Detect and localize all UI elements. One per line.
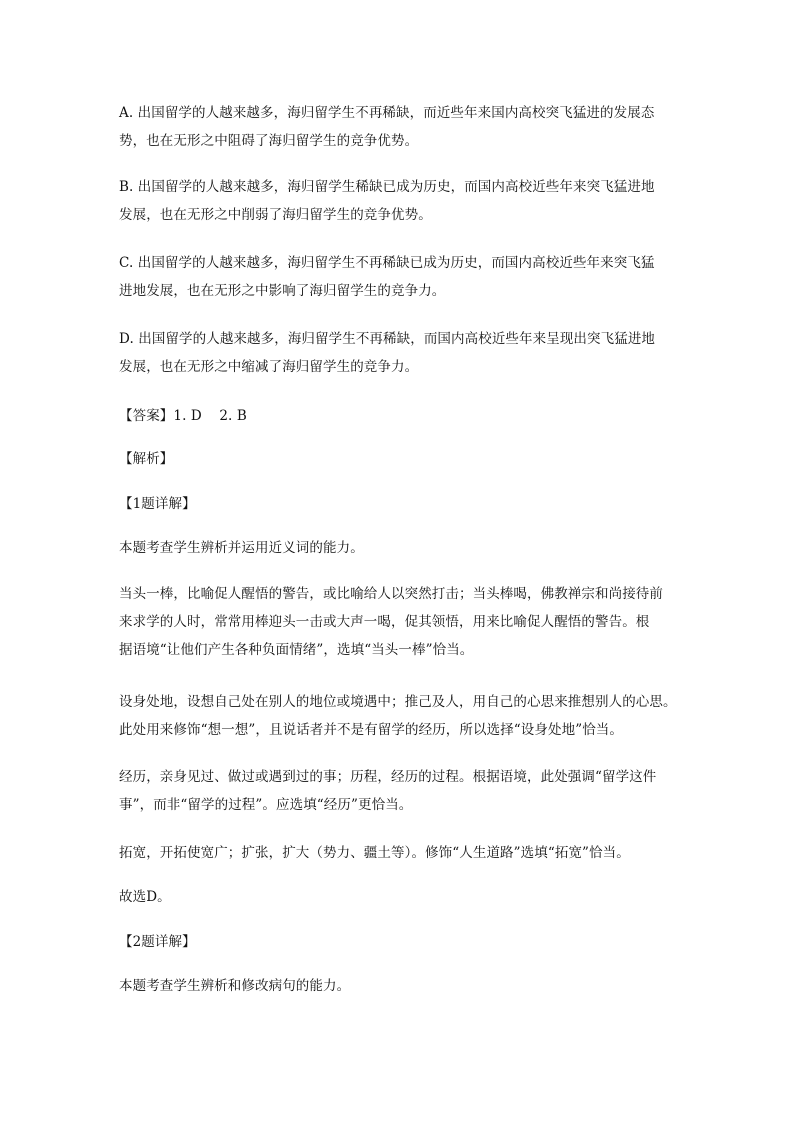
option-d xyxy=(119,325,683,381)
q1-heading-text: 【1题详解】 xyxy=(119,496,196,512)
option-d-line-1: D. 出国留学的人越来越多，海归留学生不再稀缺，而国内高校近些年来呈现出突飞猛进地 xyxy=(119,331,656,347)
answer-text: 【答案】1. D 2. B xyxy=(119,408,247,424)
q1-paragraph-2 xyxy=(119,688,683,744)
q1-para-1-line-2: 来求学的人时，常常用棒迎头一击或大声一喝，促其领悟，用来比喻促人醒悟的警告。根 xyxy=(119,614,650,630)
q1-heading xyxy=(119,490,683,518)
q2-intro-text: 本题考查学生辨析和修改病句的能力。 xyxy=(119,978,351,994)
option-b-line-1: B. 出国留学的人越来越多，海归留学生稀缺已成为历史，而国内高校近些年来突飞猛进地 xyxy=(119,179,655,195)
option-c xyxy=(119,249,683,305)
q2-heading-text: 【2题详解】 xyxy=(119,934,196,950)
q2-heading xyxy=(119,928,683,956)
q1-paragraph-1 xyxy=(119,580,683,664)
analysis-heading-text: 【解析】 xyxy=(119,451,174,467)
q1-para-1-line-3: 据语境“让他们产生各种负面情绪”，选填“当头一棒”恰当。 xyxy=(119,642,474,658)
option-a-line-1: A. 出国留学的人越来越多，海归留学生不再稀缺，而近些年来国内高校突飞猛进的发展态 xyxy=(119,105,655,121)
option-c-line-1: C. 出国留学的人越来越多，海归留学生不再稀缺已成为历史，而国内高校近些年来突飞猛 xyxy=(119,255,655,271)
q1-para-2-line-2: 此处用来修饰“想一想”，且说话者并不是有留学的经历，所以选择“设身处地”恰当。 xyxy=(119,722,624,738)
q1-paragraph-3 xyxy=(119,763,683,819)
q1-paragraph-4 xyxy=(119,839,683,867)
analysis-heading xyxy=(119,445,683,473)
option-a-line-2: 势，也在无形之中阻碍了海归留学生的竞争优势。 xyxy=(119,133,419,149)
q1-conclusion xyxy=(119,883,683,911)
q1-para-3-line-2: 事”，而非“留学的过程”。应选填“经历”更恰当。 xyxy=(119,797,413,813)
option-b-line-2: 发展，也在无形之中削弱了海归留学生的竞争优势。 xyxy=(119,207,432,223)
q1-para-4-line-1: 拓宽，开拓使宽广；扩张，扩大（势力、疆土等）。修饰“人生道路”选填“拓宽”恰当。 xyxy=(119,845,630,861)
q2-intro xyxy=(119,972,683,1000)
q1-intro-text: 本题考查学生辨析并运用近义词的能力。 xyxy=(119,540,364,556)
option-d-line-2: 发展，也在无形之中缩减了海归留学生的竞争力。 xyxy=(119,359,419,375)
q1-intro xyxy=(119,534,683,562)
q1-conclusion-text: 故选D。 xyxy=(119,889,171,905)
option-b xyxy=(119,173,683,229)
q1-para-2-line-1: 设身处地，设想自己处在别人的地位或境遇中；推己及人，用自己的心思来推想别人的心思。 xyxy=(119,694,677,710)
option-a xyxy=(119,99,683,155)
q1-para-3-line-1: 经历，亲身见过、做过或遇到过的事；历程，经历的过程。根据语境，此处强调“留学这件 xyxy=(119,769,657,785)
q1-para-1-line-1: 当头一棒，比喻促人醒悟的警告，或比喻给人以突然打击；当头棒喝，佛教禅宗和尚接待前 xyxy=(119,586,663,602)
answer-line xyxy=(119,402,683,430)
option-c-line-2: 进地发展，也在无形之中影响了海归留学生的竞争力。 xyxy=(119,283,446,299)
